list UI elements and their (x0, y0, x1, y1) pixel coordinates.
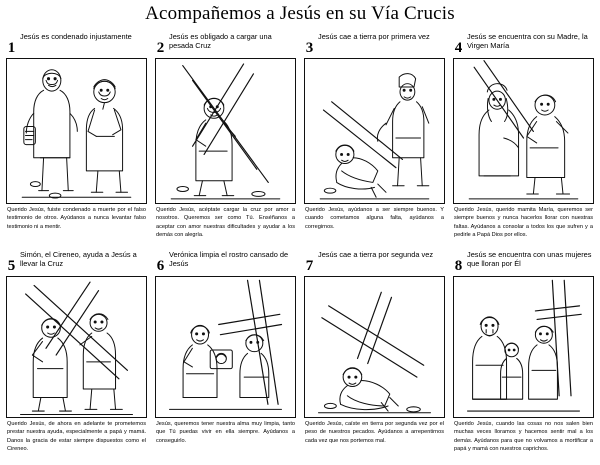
station-header (453, 31, 594, 57)
station-3 (300, 29, 449, 247)
station-number: 8 (454, 258, 463, 274)
station-8 (449, 247, 598, 465)
station-number: 5 (7, 258, 16, 274)
station-title: Jesús cae a tierra por primera vez (318, 32, 430, 41)
jesus-carga-cruz-icon (156, 59, 295, 203)
station-header (304, 249, 445, 275)
station-illustration-3 (304, 58, 445, 204)
station-title: Simón, el Cireneo, ayuda a Jesús a llevar la Cruz (20, 250, 137, 269)
station-caption: Querido Jesús, fuiste condenado a muerte por el falso testimonio de otros. Ayúdanos a nunca levantar falso testimonio ni a mentir. (7, 207, 146, 230)
station-title: Jesús se encuentra con unas mujeres que lloran por Él (467, 250, 592, 269)
station-illustration-6 (155, 276, 296, 418)
jesus-y-maria-icon (454, 59, 593, 203)
jesus-primera-caida-icon (305, 59, 444, 203)
page-title: Acompañemos a Jesús en su Vía Crucis (145, 3, 455, 24)
station-title: Jesús es obligado a cargar una pesada Cruz (169, 32, 272, 51)
station-header (453, 249, 594, 275)
station-header (155, 31, 296, 57)
station-illustration-7 (304, 276, 445, 418)
station-caption: Querido Jesús, de ahora en adelante te prometemos prestar nuestra ayuda, especialmente a papá y mamá. Danos la gracia de estar siempre dispuestos como el Cireneo. (7, 421, 146, 453)
station-title: Jesús cae a tierra por segunda vez (318, 250, 434, 259)
station-illustration-5 (6, 276, 147, 418)
station-5 (2, 247, 151, 465)
station-illustration-8 (453, 276, 594, 418)
station-1 (2, 29, 151, 247)
station-caption: Querido Jesús, ayúdanos a ser siempre buenos. Y cuando cometamos alguna falta, ayúdanos a corregirnos. (305, 207, 444, 230)
station-6 (151, 247, 300, 465)
station-title: Verónica limpia el rostro cansado de Jesús (169, 250, 289, 269)
veronica-icon (156, 277, 295, 417)
station-header (155, 249, 296, 275)
stations-grid (0, 29, 600, 465)
mujeres-lloran-icon (454, 277, 593, 417)
station-7 (300, 247, 449, 465)
station-title: Jesús se encuentra con su Madre, la Virgen María (467, 32, 588, 51)
station-number: 3 (305, 40, 314, 56)
station-caption: Jesús, queremos tener nuestra alma muy limpia, tanto que Tú puedas vivir en ella siempre. Ayúdanos a conseguirlo. (156, 421, 295, 444)
station-2 (151, 29, 300, 247)
station-illustration-4 (453, 58, 594, 204)
station-illustration-1 (6, 58, 147, 204)
station-number: 1 (7, 40, 16, 56)
station-caption: Querido Jesús, caíste en tierra por segunda vez por el peso de nuestros pecados. Ayúdanos a arrepentirnos cada vez que nos portemos mal. (305, 421, 444, 444)
station-illustration-2 (155, 58, 296, 204)
station-header (304, 31, 445, 57)
station-title: Jesús es condenado injustamente (20, 32, 132, 41)
station-header (6, 249, 147, 275)
station-number: 6 (156, 258, 165, 274)
jesus-segunda-caida-icon (305, 277, 444, 417)
station-caption: Querido Jesús, acéptate cargar la cruz por amor a nosotros. Queremos ser como Tú. Enséñanos a aceptar con amor nuestras dificultades y ayudar a los demás con alegría. (156, 207, 295, 239)
station-number: 7 (305, 258, 314, 274)
station-number: 2 (156, 40, 165, 56)
jesus-condenado-icon (7, 59, 146, 203)
station-header (6, 31, 147, 57)
station-caption: Querido Jesús, querido mamita María, queremos ser siempre buenos y nunca hacerlos llorar con nuestras faltas. Ayúdanos a consolar a todos los que sufren y a pedirle a Papá Dios por ellos. (454, 207, 593, 239)
station-number: 4 (454, 40, 463, 56)
station-caption: Querido Jesús, cuando las cosas no nos salen bien muchas veces lloramos y hacemos sentir mal a los demás. Ayúdanos para que no volvamos a mortificar a papá y mamá con nuestros caprichos. (454, 421, 593, 453)
station-4 (449, 29, 598, 247)
simon-cireneo-icon (7, 277, 146, 417)
